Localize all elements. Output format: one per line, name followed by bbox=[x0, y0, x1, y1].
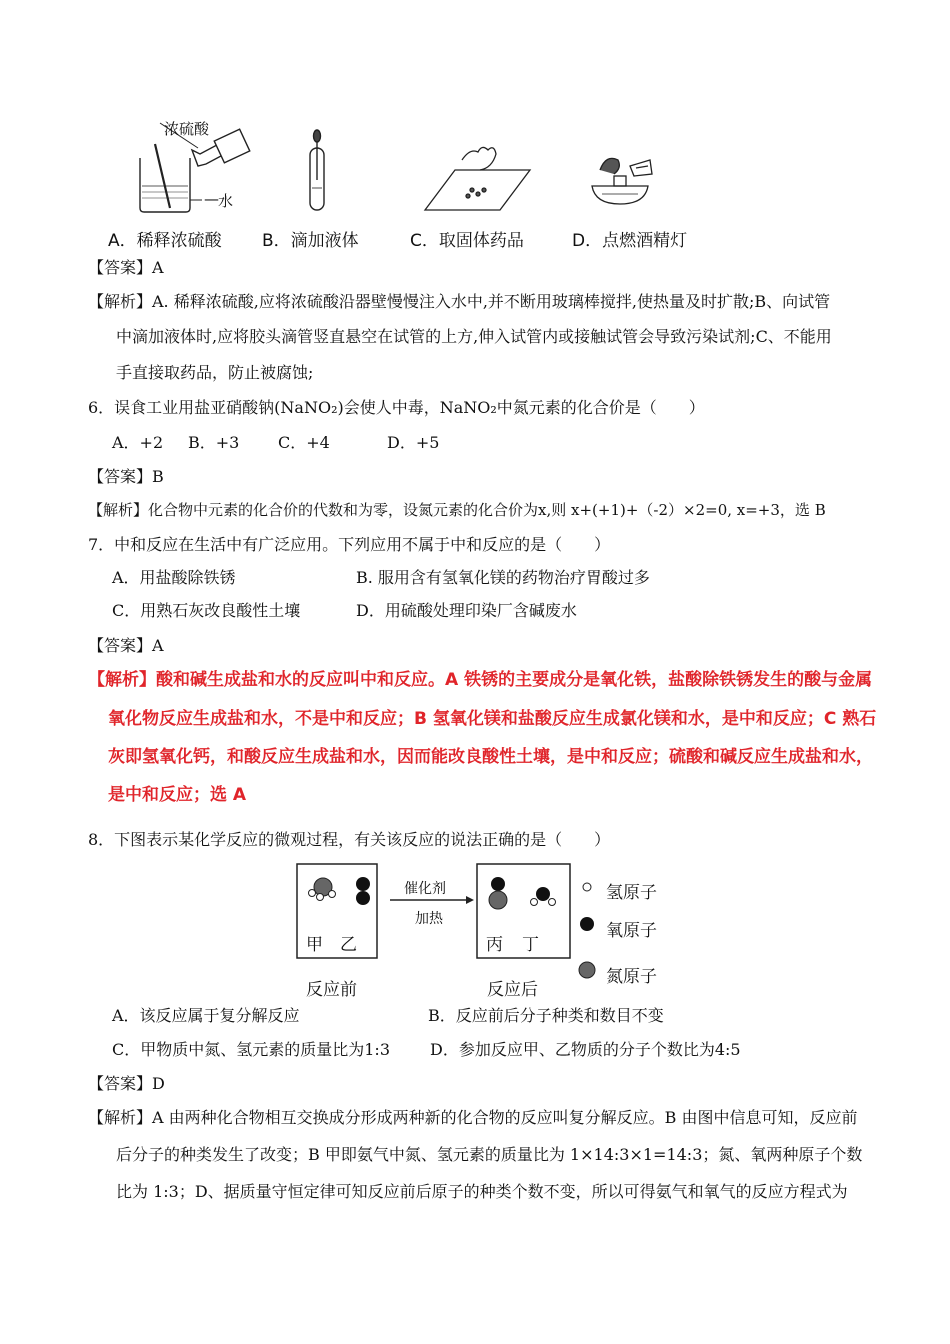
q7-stem: 7．中和反应在生活中有广泛应用。下列应用不属于中和反应的是（ ） bbox=[88, 535, 611, 554]
q7-analysis-line-3: 灰即氢氧化钙，和酸反应生成盐和水，因而能改良酸性土壤，是中和反应；硫酸和碱反应生成盐和水， bbox=[108, 747, 873, 767]
legend-oxygen: 氧原子 bbox=[606, 921, 657, 941]
test-tube-icon bbox=[310, 130, 324, 210]
q8-analysis-line-3: 比为 1:3；D、据质量守恒定律可知反应前后原子的种类个数不变，所以可得氨气和氧气的反应方程式为 bbox=[116, 1182, 848, 1201]
q6-stem: 6．误食工业用盐亚硝酸钠(NaNO₂)会使人中毒，NaNO₂中氮元素的化合价是（ ） bbox=[88, 398, 705, 417]
beaker-icon bbox=[140, 144, 202, 212]
q8-option-d: D．参加反应甲、乙物质的分子个数比为4:5 bbox=[430, 1040, 741, 1059]
alcohol-lamp-icon bbox=[592, 158, 652, 204]
after-label: 反应后 bbox=[487, 980, 538, 1000]
conc-acid-label: 浓硫酸 bbox=[164, 120, 210, 138]
q8-option-c: C．甲物质中氮、氢元素的质量比为1:3 bbox=[112, 1040, 390, 1059]
q7-option-b: B. 服用含有氢氧化镁的药物治疗胃酸过多 bbox=[356, 568, 650, 587]
legend-hydrogen: 氢原子 bbox=[606, 883, 657, 903]
q8-analysis-line-1: 【解析】A 由两种化合物相互交换成分形成两种新的化合物的反应叫复分解反应。B 由图中信息可知，反应前 bbox=[88, 1108, 858, 1127]
option-c-label: C．取固体药品 bbox=[410, 231, 524, 251]
before-label: 反应前 bbox=[306, 980, 357, 1000]
q7-option-a: A．用盐酸除铁锈 bbox=[112, 568, 236, 587]
nitrogen-atom-icon bbox=[579, 962, 595, 978]
q7-option-c: C．用熟石灰改良酸性土壤 bbox=[112, 601, 301, 620]
q5-analysis-line-3: 手直接取药品，防止被腐蚀; bbox=[116, 363, 314, 382]
q8-analysis-line-2: 后分子的种类发生了改变；B 甲即氨气中氮、氢元素的质量比为 1×14:3×1=14:3；氮、氧两种原子个数 bbox=[116, 1145, 863, 1164]
water-molecule-icon bbox=[531, 887, 556, 906]
hydrogen-atom-icon bbox=[583, 883, 591, 891]
q8-answer: 【答案】D bbox=[88, 1074, 165, 1093]
ammonia-molecule-icon bbox=[309, 878, 336, 901]
nitric-oxide-molecule-icon bbox=[489, 877, 507, 909]
oxygen-molecule-icon bbox=[356, 877, 370, 905]
jia-label: 甲 bbox=[306, 935, 323, 955]
option-d-label: D．点燃酒精灯 bbox=[572, 231, 688, 251]
q5-analysis-line-2: 中滴加液体时,应将胶头滴管竖直悬空在试管的上方,伸入试管内或接触试管会导致污染试剂;C、不能用 bbox=[116, 327, 832, 346]
q5-analysis-line-1: 【解析】A. 稀释浓硫酸,应将浓硫酸沿器壁慢慢注入水中,并不断用玻璃棒搅拌,使热量及时扩散;B、向试管 bbox=[88, 292, 831, 311]
catalyst-label: 催化剂 bbox=[404, 881, 446, 897]
q6-option-b: B．+3 bbox=[188, 433, 240, 452]
q7-analysis-line-1: 【解析】酸和碱生成盐和水的反应叫中和反应。A 铁锈的主要成分是氧化铁，盐酸除铁锈发生的酸与金属 bbox=[88, 670, 873, 690]
q6-option-c: C．+4 bbox=[278, 433, 330, 452]
legend-nitrogen: 氮原子 bbox=[606, 967, 657, 987]
q5-answer: 【答案】A bbox=[88, 258, 164, 277]
q7-option-d: D．用硫酸处理印染厂含碱废水 bbox=[356, 601, 577, 620]
q8-option-a: A．该反应属于复分解反应 bbox=[112, 1006, 300, 1025]
heat-label: 加热 bbox=[415, 911, 443, 927]
arrow-head-icon bbox=[466, 896, 474, 904]
bing-label: 丙 bbox=[486, 935, 503, 955]
hand-solid-icon bbox=[425, 147, 530, 210]
q8-option-b: B．反应前后分子种类和数目不变 bbox=[428, 1006, 664, 1025]
q7-answer: 【答案】A bbox=[88, 636, 164, 655]
q6-analysis: 【解析】化合物中元素的化合价的代数和为零，设氮元素的化合价为x,则 x+(+1)+（-2）×2=0, x=+3，选 B bbox=[88, 501, 826, 519]
q6-option-d: D．+5 bbox=[387, 433, 440, 452]
yi-label: 乙 bbox=[340, 935, 357, 955]
q7-analysis-line-2: 氧化物反应生成盐和水，不是中和反应；B 氢氧化镁和盐酸反应生成氯化镁和水，是中和反应；C 熟石 bbox=[108, 709, 877, 729]
q6-answer: 【答案】B bbox=[88, 467, 164, 486]
q6-option-a: A．+2 bbox=[112, 433, 164, 452]
ding-label: 丁 bbox=[522, 935, 539, 955]
option-b-label: B．滴加液体 bbox=[262, 231, 359, 251]
oxygen-atom-icon bbox=[580, 917, 594, 931]
q8-stem: 8．下图表示某化学反应的微观过程，有关该反应的说法正确的是（ ） bbox=[88, 830, 611, 849]
water-label-text: — bbox=[204, 190, 219, 208]
option-a-label: A．稀释浓硫酸 bbox=[108, 231, 222, 251]
water-label: 水 bbox=[218, 192, 234, 210]
q7-analysis-line-4: 是中和反应；选 A bbox=[108, 785, 247, 805]
